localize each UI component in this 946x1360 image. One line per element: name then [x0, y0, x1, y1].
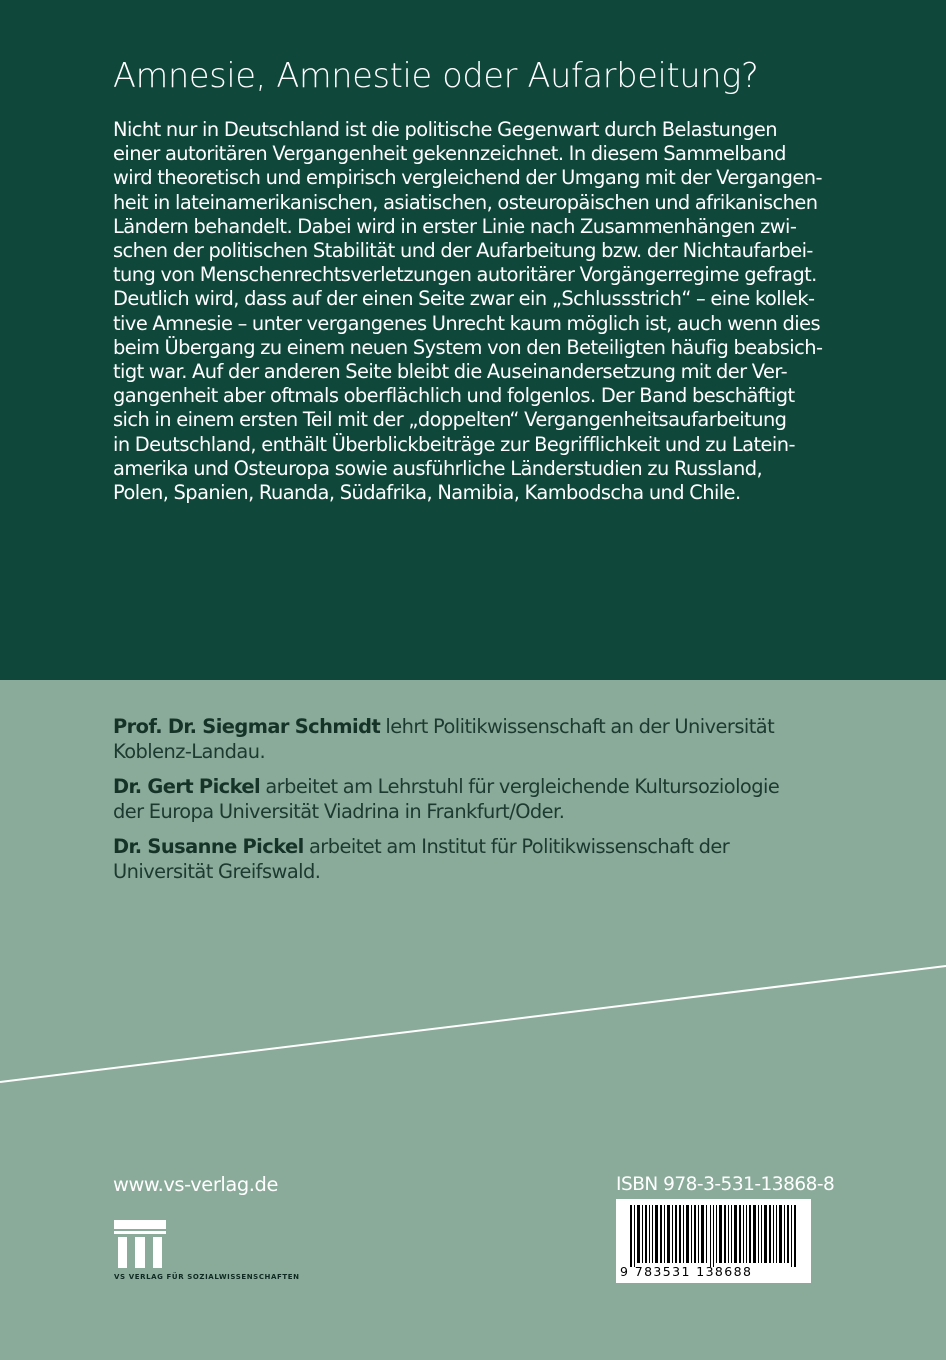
publisher-logo-icon	[114, 1220, 166, 1268]
author-name: Prof. Dr. Siegmar Schmidt	[113, 715, 381, 738]
blurb-text	[113, 118, 823, 505]
author-bio	[113, 774, 833, 824]
author-description: Universität Greifswald.	[113, 860, 321, 883]
blurb-line: Polen, Spanien, Ruanda, Südafrika, Namibia, Kambodscha und Chile.	[113, 481, 741, 505]
diagonal-divider-line	[0, 960, 946, 1090]
author-bio	[113, 714, 833, 764]
publisher-website[interactable]: www.vs-verlag.de	[113, 1173, 278, 1196]
author-description: Koblenz-Landau.	[113, 740, 266, 763]
blurb-line: schen der politischen Stabilität und der Aufarbeitung bzw. der Nichtaufarbei-	[113, 239, 813, 263]
author-bios	[113, 714, 833, 894]
blurb-line: heit in lateinamerikanischen, asiatischen, osteuropäischen und afrikanischen	[113, 190, 818, 214]
blurb-line: in Deutschland, enthält Überblickbeiträge zur Begrifflichkeit und zu Latein-	[113, 432, 795, 456]
author-bio	[113, 834, 833, 884]
author-name: Dr. Susanne Pickel	[113, 835, 304, 858]
blurb-line: Ländern behandelt. Dabei wird in erster Linie nach Zusammenhängen zwi-	[113, 214, 797, 238]
blurb-line: tigt war. Auf der anderen Seite bleibt die Auseinandersetzung mit der Ver-	[113, 360, 788, 384]
author-description: arbeitet am Institut für Politikwissenschaft der	[303, 835, 730, 858]
book-title: Amnesie, Amnestie oder Aufarbeitung?	[113, 56, 759, 95]
publisher-name: VS VERLAG FÜR SOZIALWISSENSCHAFTEN	[114, 1273, 300, 1281]
blurb-line: Deutlich wird, dass auf der einen Seite zwar ein „Schlussstrich“ – eine kollek-	[113, 287, 815, 311]
blurb-line: sich in einem ersten Teil mit der „doppelten“ Vergangenheitsaufarbeitung	[113, 408, 787, 432]
blurb-line: amerika und Osteuropa sowie ausführliche Länderstudien zu Russland,	[113, 456, 763, 480]
blurb-line: beim Übergang zu einem neuen System von den Beteiligten häufig beabsich-	[113, 335, 823, 359]
author-description: der Europa Universität Viadrina in Frankfurt/Oder.	[113, 800, 565, 823]
barcode-digits: 9 783531 138688	[620, 1264, 753, 1279]
blurb-line: tive Amnesie – unter vergangenes Unrecht kaum möglich ist, auch wenn dies	[113, 311, 821, 335]
author-description: lehrt Politikwissenschaft an der Universität	[380, 715, 775, 738]
isbn-barcode	[616, 1199, 811, 1283]
isbn-label: ISBN 978-3-531-13868-8	[616, 1174, 835, 1195]
blurb-line: tung von Menschenrechtsverletzungen autoritärer Vorgängerregime gefragt.	[113, 263, 817, 287]
blurb-line: Nicht nur in Deutschland ist die politische Gegenwart durch Belastungen	[113, 118, 778, 141]
blurb-line: wird theoretisch und empirisch vergleichend der Umgang mit der Vergangen-	[113, 166, 822, 190]
blurb-line: einer autoritären Vergangenheit gekennzeichnet. In diesem Sammelband	[113, 142, 786, 166]
blurb-line: gangenheit aber oftmals oberflächlich und folgenlos. Der Band beschäftigt	[113, 384, 795, 408]
author-description: arbeitet am Lehrstuhl für vergleichende Kultursoziologie	[260, 775, 780, 798]
author-name: Dr. Gert Pickel	[113, 775, 261, 798]
